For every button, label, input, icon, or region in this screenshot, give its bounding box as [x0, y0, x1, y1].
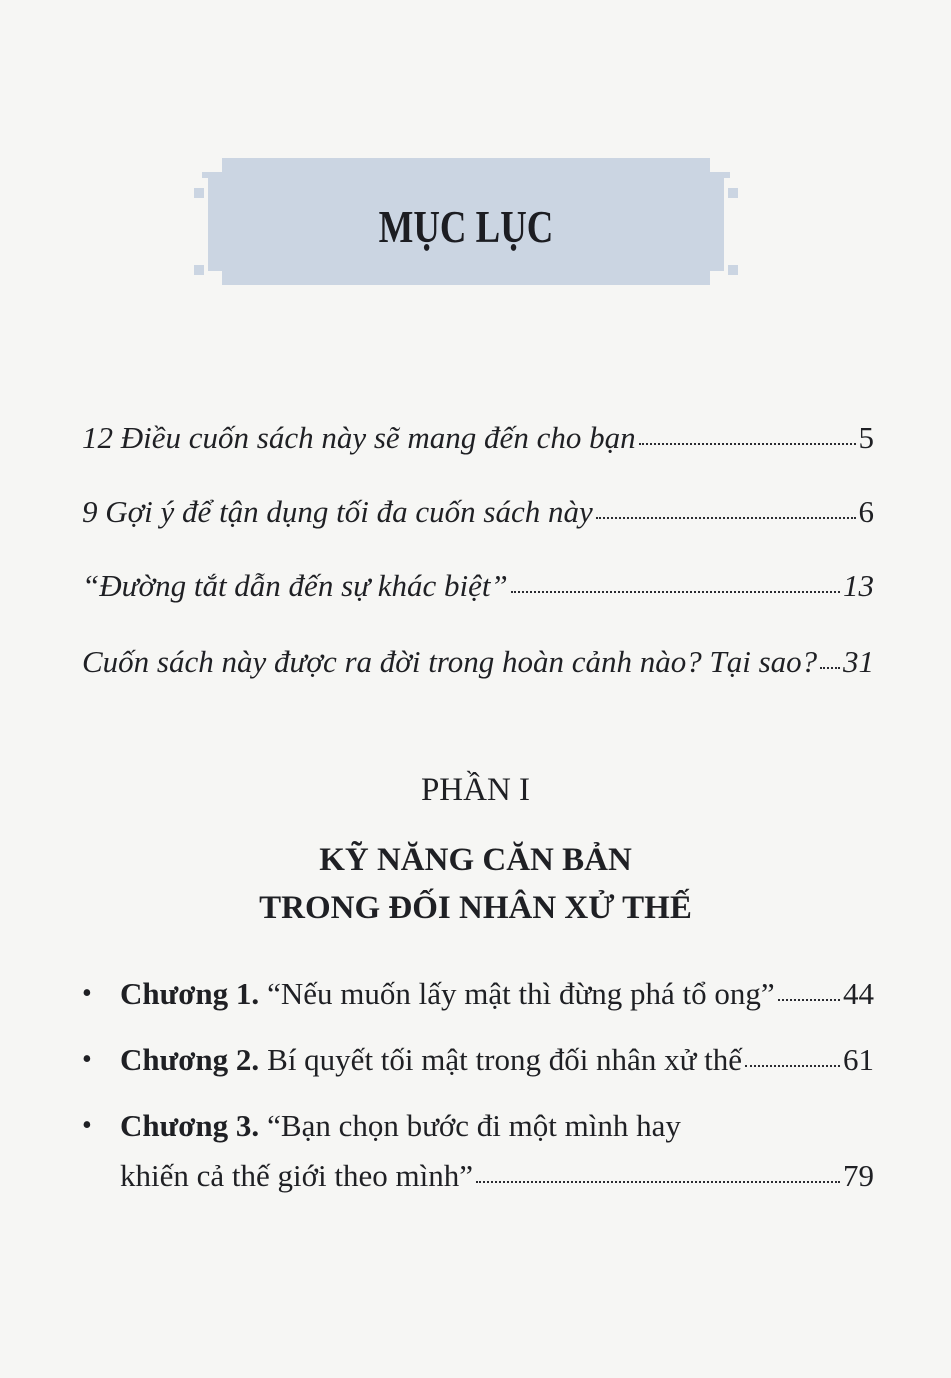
- toc-entry[interactable]: [82, 492, 874, 532]
- toc-entry-page: 31: [843, 644, 874, 679]
- toc-entry-page: 5: [858, 420, 874, 455]
- chapter-page: 61: [843, 1042, 874, 1077]
- dot-leader: [820, 667, 840, 669]
- chapter-number: Chương 1.: [120, 976, 260, 1011]
- toc-entry[interactable]: [82, 642, 874, 682]
- chapter-number: Chương 3.: [120, 1108, 260, 1143]
- toc-entry-title: “Đường tắt dẫn đến sự khác biệt”: [82, 568, 508, 603]
- dot-leader: [511, 591, 840, 593]
- chapter-entry[interactable]: [82, 1040, 874, 1080]
- bullet: •: [82, 978, 92, 1009]
- part-title-line1: KỸ NĂNG CĂN BẢN: [319, 842, 632, 878]
- chapter-page: 79: [843, 1158, 874, 1193]
- dot-leader: [745, 1065, 840, 1067]
- chapter-title: Bí quyết tối mật trong đối nhân xử thế: [267, 1042, 742, 1077]
- part-title-line2: TRONG ĐỐI NHÂN XỬ THẾ: [259, 890, 692, 926]
- toc-entry-title: Cuốn sách này được ra đời trong hoàn cảnh nào? Tại sao?: [82, 644, 818, 679]
- dot-leader: [596, 517, 856, 519]
- toc-entry-page: 6: [858, 494, 874, 529]
- toc-entry-page: 13: [843, 568, 874, 603]
- chapter-title: “Nếu muốn lấy mật thì đừng phá tổ ong”: [267, 976, 775, 1011]
- part-label: PHẦN I: [420, 772, 531, 808]
- dot-leader: [778, 999, 840, 1001]
- chapter-number: Chương 2.: [120, 1042, 260, 1077]
- bullet: •: [82, 1044, 92, 1075]
- chapter-title: “Bạn chọn bước đi một mình hay: [267, 1108, 681, 1143]
- chapter-page: 44: [843, 976, 874, 1011]
- chapter-entry[interactable]: [82, 974, 874, 1014]
- toc-entry-title: 12 Điều cuốn sách này sẽ mang đến cho bạn: [82, 420, 636, 455]
- bullet: •: [82, 1110, 92, 1141]
- toc-entry-title: 9 Gợi ý để tận dụng tối đa cuốn sách này: [82, 494, 593, 529]
- chapter-entry[interactable]: [82, 1106, 874, 1196]
- dot-leader: [639, 443, 856, 445]
- toc-entry[interactable]: [82, 566, 874, 606]
- toc-entry[interactable]: [82, 418, 874, 458]
- page-title: MỤC LỤC: [378, 201, 554, 252]
- dot-leader: [476, 1181, 840, 1183]
- chapter-title-continued: khiến cả thế giới theo mình”: [120, 1158, 473, 1193]
